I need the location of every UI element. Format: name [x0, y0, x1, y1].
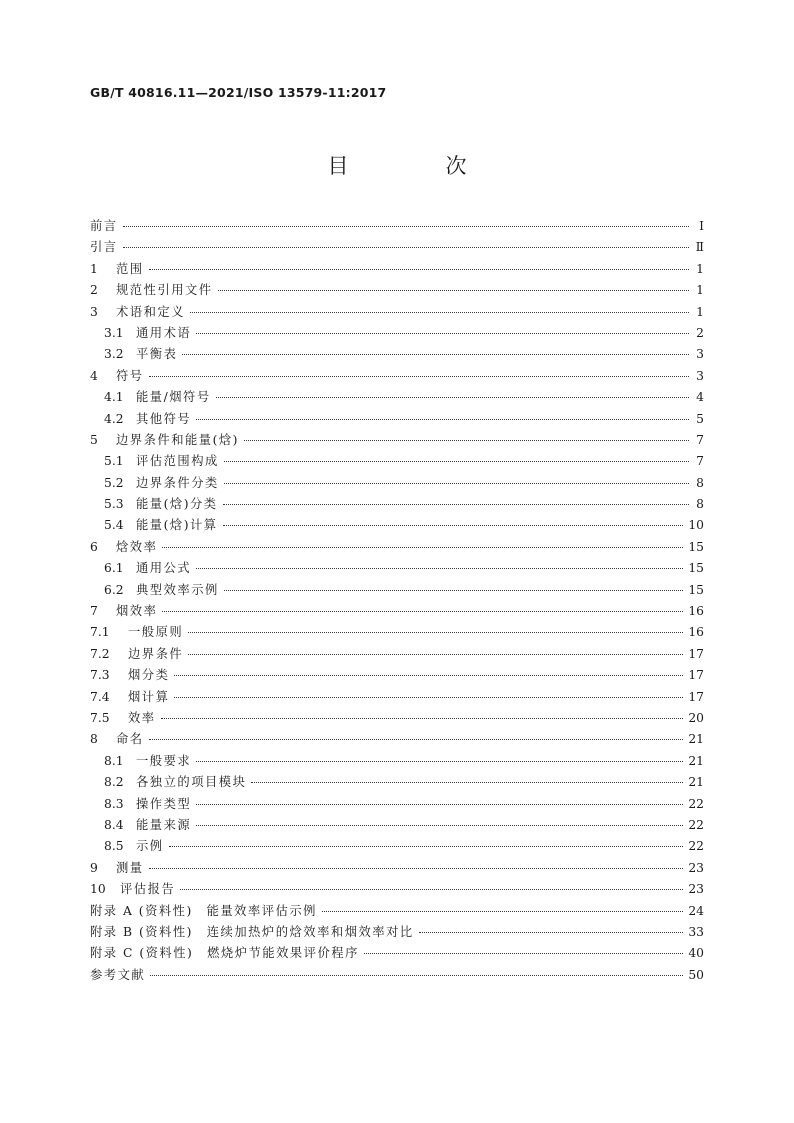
toc-entry-number: 8.2 — [104, 775, 124, 790]
dot-leader — [169, 846, 684, 847]
toc-entry[interactable] — [90, 537, 704, 558]
toc-entry-label: 能量来源 — [136, 817, 192, 832]
dot-leader — [149, 269, 689, 270]
toc-entry[interactable] — [90, 836, 704, 857]
toc-entry-label: 示例 — [136, 839, 164, 854]
toc-entry[interactable] — [90, 879, 704, 900]
dot-leader — [224, 461, 689, 462]
toc-entry[interactable] — [90, 901, 704, 922]
toc-entry-number: 4.2 — [104, 411, 124, 426]
toc-entry-page: 1 — [696, 304, 704, 319]
toc-entry-page: 2 — [696, 325, 704, 340]
toc-entry-number: 2 — [90, 283, 98, 298]
toc-entry-page: 3 — [696, 368, 704, 383]
toc-entry-page: 17 — [688, 668, 704, 683]
toc-entry-number: 5.4 — [104, 518, 124, 533]
toc-entry-page: 21 — [688, 775, 704, 790]
dot-leader — [150, 975, 683, 976]
toc-entry-number: 6 — [90, 539, 98, 554]
toc-entry-page: 23 — [688, 882, 704, 897]
toc-entry-page: 23 — [688, 860, 704, 875]
toc-entry-page: 22 — [688, 817, 704, 832]
toc-entry[interactable] — [90, 815, 704, 836]
toc-entry-label: 能量(焓)计算 — [136, 518, 218, 533]
table-of-contents — [90, 216, 704, 986]
toc-entry[interactable] — [90, 580, 704, 601]
toc-entry[interactable] — [90, 772, 704, 793]
toc-entry[interactable] — [90, 644, 704, 665]
toc-entry[interactable] — [90, 344, 704, 365]
toc-entry[interactable] — [90, 366, 704, 387]
toc-entry-label: 评估范围构成 — [136, 454, 219, 469]
toc-entry[interactable] — [90, 794, 704, 815]
dot-leader — [244, 440, 689, 441]
toc-entry-label: 效率 — [128, 710, 156, 725]
dot-leader — [190, 312, 689, 313]
toc-entry-page: 50 — [688, 967, 704, 982]
toc-entry[interactable] — [90, 751, 704, 772]
toc-entry-number: 7.4 — [90, 689, 110, 704]
toc-entry-page: Ⅱ — [695, 240, 704, 255]
toc-entry-label: 烟计算 — [128, 689, 170, 704]
toc-entry-number: 3.1 — [104, 325, 124, 340]
toc-entry-number: 3 — [90, 304, 98, 319]
toc-entry-number: 7.2 — [90, 646, 110, 661]
toc-entry[interactable] — [90, 387, 704, 408]
toc-entry-number: 10 — [90, 882, 106, 897]
dot-leader — [182, 354, 689, 355]
toc-entry[interactable] — [90, 922, 704, 943]
toc-entry-page: 16 — [688, 604, 704, 619]
toc-entry-label: 规范性引用文件 — [116, 283, 213, 298]
toc-entry-page: Ⅰ — [699, 219, 704, 233]
toc-entry-label: 边界条件和能量(焓) — [116, 432, 239, 447]
dot-leader — [196, 804, 683, 805]
toc-entry-number: 6.2 — [104, 582, 124, 597]
toc-entry-label: 一般原则 — [128, 625, 184, 640]
toc-entry-label: 平衡表 — [136, 347, 178, 362]
dot-leader — [188, 654, 683, 655]
dot-leader — [149, 868, 684, 869]
toc-entry-label: 附录 A (资料性) 能量效率评估示例 — [90, 903, 317, 918]
toc-entry-number: 3.2 — [104, 347, 124, 362]
toc-entry-number: 4 — [90, 368, 98, 383]
toc-entry-page: 22 — [688, 796, 704, 811]
toc-entry-label: 边界条件 — [128, 646, 184, 661]
toc-entry-page: 17 — [688, 689, 704, 704]
dot-leader — [161, 718, 684, 719]
toc-entry-number: 8.3 — [104, 796, 124, 811]
toc-entry-label: 一般要求 — [136, 753, 192, 768]
toc-entry-page: 7 — [696, 454, 704, 469]
dot-leader — [224, 483, 689, 484]
standard-number-header: GB/T 40816.11—2021/ISO 13579-11:2017 — [90, 85, 387, 100]
toc-entry-label: 通用术语 — [136, 325, 192, 340]
toc-entry-label: 烟效率 — [116, 604, 158, 619]
dot-leader — [196, 825, 683, 826]
dot-leader — [364, 953, 683, 954]
toc-entry[interactable] — [90, 965, 704, 986]
toc-entry-page: 8 — [696, 475, 704, 490]
toc-entry-label: 范围 — [116, 261, 144, 276]
toc-entry-number: 5.3 — [104, 497, 124, 512]
toc-entry[interactable] — [90, 622, 704, 643]
toc-entry-number: 5 — [90, 432, 98, 447]
toc-entry-label: 典型效率示例 — [136, 582, 219, 597]
page-title: 目 次 — [327, 154, 505, 178]
dot-leader — [196, 419, 689, 420]
dot-leader — [218, 290, 689, 291]
toc-entry-number: 1 — [90, 261, 98, 276]
toc-entry-number: 4.1 — [104, 390, 124, 405]
toc-entry-page: 16 — [688, 625, 704, 640]
toc-entry-label: 前言 — [90, 219, 118, 233]
dot-leader — [224, 590, 684, 591]
toc-entry-label: 焓效率 — [116, 539, 158, 554]
toc-entry-label: 通用公式 — [136, 561, 192, 576]
toc-entry-page: 7 — [696, 432, 704, 447]
toc-entry-label: 烟分类 — [128, 668, 170, 683]
toc-entry-page: 1 — [696, 283, 704, 298]
toc-entry-label: 评估报告 — [120, 882, 176, 897]
toc-entry[interactable] — [90, 323, 704, 344]
toc-entry-page: 10 — [688, 518, 704, 533]
dot-leader — [174, 697, 683, 698]
toc-entry-number: 8.5 — [104, 839, 124, 854]
toc-entry[interactable] — [90, 237, 704, 258]
dot-leader — [419, 932, 684, 933]
dot-leader — [196, 568, 683, 569]
toc-entry[interactable] — [90, 430, 704, 451]
toc-entry-label: 引言 — [90, 240, 118, 255]
toc-entry-page: 21 — [688, 753, 704, 768]
toc-entry[interactable] — [90, 665, 704, 686]
toc-entry[interactable] — [90, 708, 704, 729]
toc-entry-page: 3 — [696, 347, 704, 362]
toc-entry[interactable] — [90, 409, 704, 430]
dot-leader — [223, 504, 689, 505]
toc-entry-number: 8 — [90, 732, 98, 747]
toc-entry[interactable] — [90, 451, 704, 472]
toc-entry[interactable] — [90, 515, 704, 536]
toc-entry-page: 22 — [688, 839, 704, 854]
toc-entry-label: 各独立的项目模块 — [136, 775, 247, 790]
toc-entry-page: 4 — [696, 390, 704, 405]
toc-entry[interactable] — [90, 302, 704, 323]
toc-entry-page: 21 — [688, 732, 704, 747]
dot-leader — [180, 889, 683, 890]
toc-entry-page: 5 — [696, 411, 704, 426]
toc-entry-number: 7 — [90, 604, 98, 619]
toc-entry-number: 7.5 — [90, 710, 110, 725]
dot-leader — [216, 397, 689, 398]
toc-entry-label: 参考文献 — [90, 967, 146, 982]
toc-entry-label: 命名 — [116, 732, 144, 747]
toc-entry-label: 术语和定义 — [116, 304, 185, 319]
toc-entry-page: 40 — [688, 946, 704, 961]
dot-leader — [174, 675, 683, 676]
toc-entry-label: 边界条件分类 — [136, 475, 219, 490]
toc-entry-label: 操作类型 — [136, 796, 192, 811]
dot-leader — [162, 547, 683, 548]
toc-entry[interactable] — [90, 494, 704, 515]
toc-entry-number: 9 — [90, 860, 98, 875]
toc-entry-page: 1 — [696, 261, 704, 276]
toc-entry-page: 15 — [688, 561, 704, 576]
dot-leader — [149, 376, 689, 377]
dot-leader — [123, 226, 689, 227]
toc-entry-label: 附录 C (资料性) 燃烧炉节能效果评价程序 — [90, 946, 359, 961]
toc-entry[interactable] — [90, 858, 704, 879]
toc-entry-number: 7.3 — [90, 668, 110, 683]
dot-leader — [223, 525, 684, 526]
toc-entry[interactable] — [90, 687, 704, 708]
toc-entry-number: 5.1 — [104, 454, 124, 469]
dot-leader — [162, 611, 683, 612]
toc-entry[interactable] — [90, 601, 704, 622]
toc-entry-label: 符号 — [116, 368, 144, 383]
toc-entry-page: 24 — [688, 903, 704, 918]
toc-entry-label: 测量 — [116, 860, 144, 875]
toc-entry-page: 33 — [688, 924, 704, 939]
dot-leader — [196, 333, 689, 334]
toc-entry[interactable] — [90, 729, 704, 750]
toc-entry[interactable] — [90, 558, 704, 579]
toc-entry-number: 6.1 — [104, 561, 124, 576]
toc-entry-label: 附录 B (资料性) 连续加热炉的焓效率和烟效率对比 — [90, 924, 414, 939]
dot-leader — [188, 632, 683, 633]
toc-entry[interactable] — [90, 259, 704, 280]
toc-entry-number: 8.4 — [104, 817, 124, 832]
toc-entry-label: 其他符号 — [136, 411, 192, 426]
toc-entry[interactable] — [90, 473, 704, 494]
toc-entry-page: 20 — [688, 710, 704, 725]
toc-entry-page: 15 — [688, 539, 704, 554]
dot-leader — [123, 247, 689, 248]
toc-entry-page: 17 — [688, 646, 704, 661]
dot-leader — [322, 911, 683, 912]
toc-entry-page: 15 — [688, 582, 704, 597]
toc-entry-number: 8.1 — [104, 753, 124, 768]
toc-entry-number: 5.2 — [104, 475, 124, 490]
toc-entry-label: 能量/烟符号 — [136, 390, 211, 405]
dot-leader — [251, 782, 683, 783]
dot-leader — [196, 761, 683, 762]
toc-entry[interactable] — [90, 216, 704, 237]
toc-entry-page: 8 — [696, 497, 704, 512]
toc-entry-label: 能量(焓)分类 — [136, 497, 218, 512]
toc-entry[interactable] — [90, 280, 704, 301]
dot-leader — [149, 739, 684, 740]
toc-entry-number: 7.1 — [90, 625, 110, 640]
toc-entry[interactable] — [90, 943, 704, 964]
